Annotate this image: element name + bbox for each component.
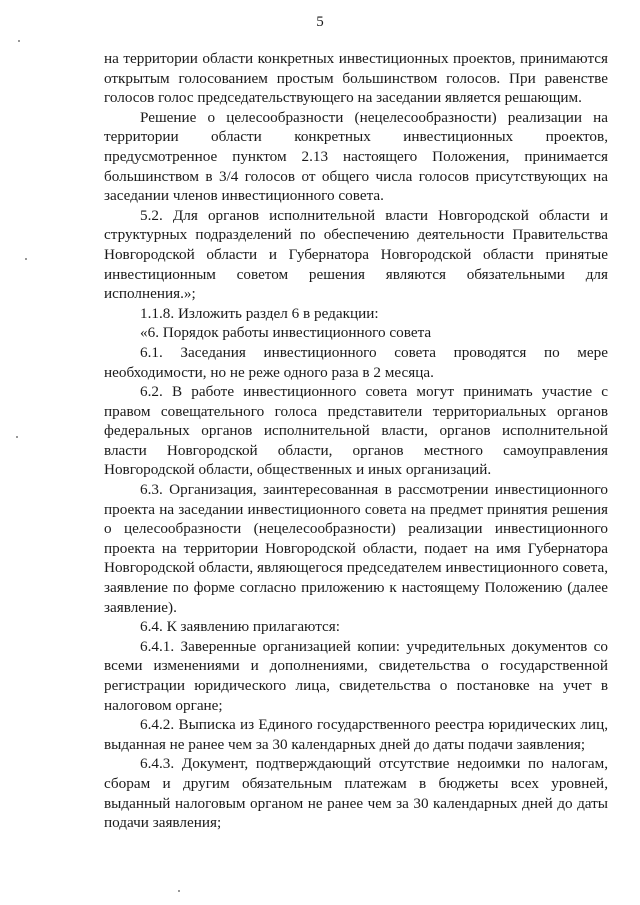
paragraph-decision-threshold: Решение о целесообразности (нецелесообразности) реализации на территории области конкретных инвестиционных проектов, предусмотренное пунктом 2.13 настоящего Положения, принимается большинством в 3/4 голосов от общего числа голосов присутствующих на заседании членов инвестиционного совета. bbox=[104, 108, 608, 205]
scan-speck bbox=[178, 890, 180, 892]
paragraph-6-4-2: 6.4.2. Выписка из Единого государственного реестра юридических лиц, выданная не ранее чем за 30 календарных дней до даты подачи заявления; bbox=[104, 716, 608, 753]
section-heading-6: «6. Порядок работы инвестиционного совета bbox=[140, 324, 432, 342]
page-number: 5 bbox=[316, 14, 324, 30]
paragraph-6-4: 6.4. К заявлению прилагаются: bbox=[140, 618, 340, 636]
paragraph-6-4-1: 6.4.1. Заверенные организацией копии: учредительных документов со всеми изменениями и дополнениями, свидетельства о государственной регистрации юридического лица, свидетельства о постановке на учет в налоговом органе; bbox=[104, 637, 608, 714]
document-body bbox=[104, 49, 608, 833]
paragraph-6-3: 6.3. Организация, заинтересованная в рассмотрении инвестиционного проекта на заседании инвестиционного совета на предмет принятия решения о целесообразности (нецелесообразности) реализации инвестиционного проекта на территории Новгородской области, подает на имя Губернатора Новгородской области, являющегося председателем инвестиционного совета, заявление по форме согласно приложению к настоящему Положению (далее заявление). bbox=[104, 481, 608, 616]
paragraph-5-2: 5.2. Для органов исполнительной власти Новгородской области и структурных подразделений по обеспечению деятельности Правительства Новгородской области и Губернатора Новгородской области принятые инвестиционным советом решения являются обязательными для исполнения.»; bbox=[104, 206, 608, 303]
scan-speck bbox=[18, 40, 20, 42]
paragraph-6-2: 6.2. В работе инвестиционного совета могут принимать участие с правом совещательного голоса представители территориальных органов федеральных органов исполнительной власти, органов исполнительной власти Новгородской области, органов местного самоуправления Новгородской области, общественных и иных организаций. bbox=[104, 383, 608, 479]
paragraph-6-1: 6.1. Заседания инвестиционного совета проводятся по мере необходимости, но не реже одного раза в 2 месяца. bbox=[104, 343, 608, 381]
scan-speck bbox=[25, 258, 27, 260]
paragraph-6-4-3: 6.4.3. Документ, подтверждающий отсутствие недоимки по налогам, сборам и другим обязательным платежам в бюджеты всех уровней, выданный налоговым органом не ранее чем за 30 календарных дней до даты подачи заявления; bbox=[104, 755, 608, 832]
paragraph-1-1-8: 1.1.8. Изложить раздел 6 в редакции: bbox=[140, 304, 379, 322]
paragraph-continuation: на территории области конкретных инвестиционных проектов, принимаются открытым голосованием простым большинством голосов. При равенстве голосов голос председательствующего на заседании является решающим. bbox=[104, 50, 608, 107]
scan-speck bbox=[16, 436, 18, 438]
